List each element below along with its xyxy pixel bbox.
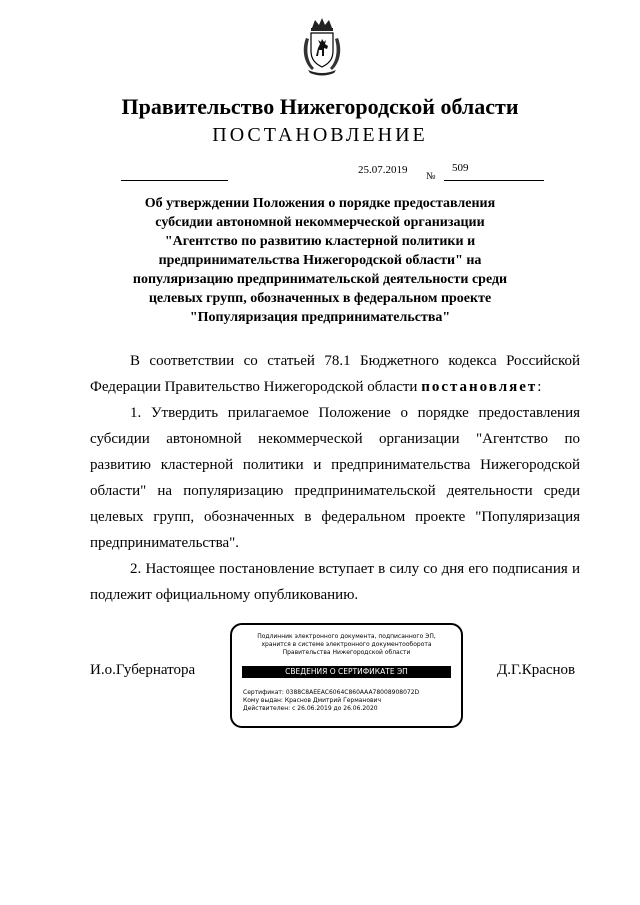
item-1-paragraph: 1. Утвердить прилагаемое Положение о порядке предоставления субсидии автономной некоммерческой организации "Агентство по развитию кластерной политики и предпринимательства Нижегородской области" на популяризацию предпринимательской деятельности среди целевых групп, обозначенных в федеральном проекте "Популяризация предпринимательства". bbox=[90, 405, 580, 551]
stamp-details bbox=[243, 689, 419, 713]
decree-body bbox=[90, 348, 580, 608]
date-underline-left bbox=[121, 180, 228, 181]
stamp-line: хранится в системе электронного документооборота bbox=[261, 641, 432, 648]
document-type: ПОСТАНОВЛЕНИЕ bbox=[212, 124, 428, 146]
stamp-issued-to: Кому выдан: Краснов Дмитрий Германович bbox=[243, 697, 382, 704]
title-line: "Агентство по развитию кластерной политики и bbox=[164, 234, 476, 249]
stamp-header bbox=[232, 633, 461, 657]
stamp-line: Подлинник электронного документа, подписанного ЭП, bbox=[257, 633, 436, 640]
intro-end: : bbox=[537, 379, 542, 395]
title-line: субсидии автономной некоммерческой организации bbox=[155, 215, 485, 230]
stamp-line: Правительства Нижегородской области bbox=[282, 649, 411, 656]
title-line: популяризацию предпринимательской деятельности среди bbox=[132, 272, 508, 287]
title-line: Об утверждении Положения о порядке предоставления bbox=[144, 196, 496, 211]
intro-text: В соответствии со статьей 78.1 Бюджетного кодекса Российской Федерации Правительство Нижегородской области bbox=[90, 353, 580, 395]
decree-word: постановляет bbox=[421, 379, 538, 395]
stamp-validity: Действителен: с 26.06.2019 до 26.06.2020 bbox=[243, 705, 378, 712]
coat-of-arms-icon bbox=[300, 18, 344, 76]
e-signature-stamp bbox=[230, 623, 463, 728]
item-2-paragraph: 2. Настоящее постановление вступает в силу со дня его подписания и подлежит официальному опубликованию. bbox=[90, 561, 580, 603]
decree-date: 25.07.2019 bbox=[358, 164, 408, 176]
title-line: предпринимательства Нижегородской области" на bbox=[158, 253, 482, 268]
number-underline bbox=[444, 180, 544, 181]
stamp-cert: Сертификат: 0388C8AEEAC6064C860AAA78008908072D bbox=[243, 689, 420, 696]
intro-paragraph bbox=[90, 348, 580, 400]
government-name: Правительство Нижегородской области bbox=[121, 94, 519, 119]
title-line: "Популяризация предпринимательства" bbox=[189, 310, 451, 325]
signatory-name: Д.Г.Краснов bbox=[497, 662, 576, 678]
signatory-position: И.о.Губернатора bbox=[90, 662, 196, 678]
number-label: № bbox=[426, 171, 436, 182]
stamp-banner: СВЕДЕНИЯ О СЕРТИФИКАТЕ ЭП bbox=[242, 666, 451, 678]
decree-number: 509 bbox=[452, 162, 469, 174]
decree-title bbox=[110, 194, 530, 327]
title-line: целевых групп, обозначенных в федеральном проекте bbox=[148, 291, 492, 306]
